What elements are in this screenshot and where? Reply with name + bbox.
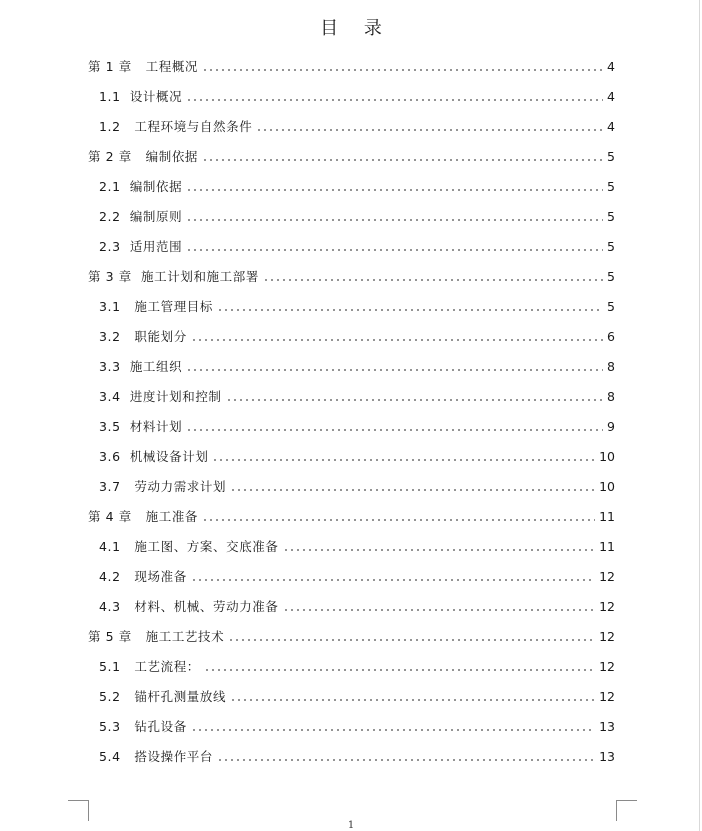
toc-entry-page: 12 — [599, 598, 615, 614]
toc-entry-label: 3.3 施工组织 — [99, 359, 183, 374]
toc-section-entry[interactable] — [88, 441, 615, 471]
toc-dot-leader — [191, 579, 595, 581]
toc-chapter-entry[interactable] — [88, 261, 615, 291]
toc-entry-page: 11 — [599, 508, 615, 524]
toc-section-entry[interactable] — [88, 651, 615, 681]
toc-section-entry[interactable] — [88, 381, 615, 411]
toc-chapter-entry[interactable] — [88, 141, 615, 171]
toc-entry-page: 4 — [607, 58, 615, 74]
toc-entry-label: 3.1 施工管理目标 — [99, 299, 213, 314]
toc-entry-label: 3.6 机械设备计划 — [99, 449, 209, 464]
toc-entry-label: 5.4 搭设操作平台 — [99, 749, 213, 764]
toc-entry-page: 12 — [599, 628, 615, 644]
toc-entry-label: 2.2 编制原则 — [99, 209, 183, 224]
toc-entry-label: 第 4 章 施工准备 — [88, 509, 199, 524]
toc-dot-leader — [283, 609, 596, 611]
toc-entry-page: 4 — [607, 88, 615, 104]
toc-entry-page: 10 — [599, 448, 615, 464]
toc-entry-page: 5 — [607, 178, 615, 194]
toc-entry-page: 5 — [607, 238, 615, 254]
toc-section-entry[interactable] — [88, 111, 615, 141]
toc-dot-leader — [186, 369, 603, 371]
toc-entry-label: 4.1 施工图、方案、交底准备 — [99, 539, 279, 554]
toc-chapter-entry[interactable] — [88, 621, 615, 651]
toc-entry-page: 12 — [599, 688, 615, 704]
toc-dot-leader — [202, 159, 603, 161]
toc-dot-leader — [256, 129, 603, 131]
toc-entry-label: 3.2 职能划分 — [99, 329, 187, 344]
toc-entry-page: 12 — [599, 658, 615, 674]
toc-dot-leader — [217, 309, 603, 311]
toc-dot-leader — [186, 429, 603, 431]
toc-section-entry[interactable] — [88, 81, 615, 111]
toc-entry-page: 10 — [599, 478, 615, 494]
toc-entry-page: 8 — [607, 358, 615, 374]
toc-section-entry[interactable] — [88, 561, 615, 591]
toc-chapter-entry[interactable] — [88, 501, 615, 531]
toc-dot-leader — [204, 669, 595, 671]
toc-entry-page: 4 — [607, 118, 615, 134]
toc-dot-leader — [230, 699, 595, 701]
toc-entry-label: 4.2 现场准备 — [99, 569, 187, 584]
toc-entry-label: 3.7 劳动力需求计划 — [99, 479, 227, 494]
toc-entry-page: 5 — [607, 268, 615, 284]
toc-dot-leader — [230, 489, 595, 491]
toc-chapter-entry[interactable] — [88, 51, 615, 81]
toc-entry-label: 2.3 适用范围 — [99, 239, 183, 254]
toc-section-entry[interactable] — [88, 681, 615, 711]
toc-dot-leader — [191, 339, 603, 341]
toc-entry-page: 12 — [599, 568, 615, 584]
toc-entry-label: 5.1 工艺流程： — [99, 659, 200, 674]
page-edge — [699, 0, 700, 831]
toc-section-entry[interactable] — [88, 201, 615, 231]
toc-section-entry[interactable] — [88, 591, 615, 621]
table-of-contents — [88, 51, 615, 771]
toc-dot-leader — [202, 519, 595, 521]
page-number: 1 — [347, 820, 355, 831]
toc-entry-page: 13 — [599, 718, 615, 734]
toc-dot-leader — [191, 729, 595, 731]
toc-section-entry[interactable] — [88, 231, 615, 261]
toc-section-entry[interactable] — [88, 321, 615, 351]
toc-section-entry[interactable] — [88, 351, 615, 381]
toc-dot-leader — [212, 459, 595, 461]
toc-entry-label: 4.3 材料、机械、劳动力准备 — [99, 599, 279, 614]
toc-section-entry[interactable] — [88, 741, 615, 771]
toc-section-entry[interactable] — [88, 291, 615, 321]
toc-entry-label: 第 3 章 施工计划和施工部署 — [88, 269, 259, 284]
toc-dot-leader — [186, 189, 603, 191]
toc-section-entry[interactable] — [88, 711, 615, 741]
toc-dot-leader — [226, 399, 603, 401]
toc-dot-leader — [217, 759, 595, 761]
toc-entry-label: 1.1 设计概况 — [99, 89, 183, 104]
toc-entry-label: 5.2 锚杆孔测量放线 — [99, 689, 227, 704]
toc-entry-label: 2.1 编制依据 — [99, 179, 183, 194]
toc-dot-leader — [186, 99, 603, 101]
toc-entry-page: 9 — [607, 418, 615, 434]
toc-entry-label: 第 5 章 施工工艺技术 — [88, 629, 225, 644]
toc-dot-leader — [228, 639, 595, 641]
toc-section-entry[interactable] — [88, 411, 615, 441]
toc-dot-leader — [202, 69, 603, 71]
toc-entry-page: 6 — [607, 328, 615, 344]
toc-entry-page: 13 — [599, 748, 615, 764]
toc-entry-page: 11 — [599, 538, 615, 554]
margin-corner-right — [616, 800, 637, 821]
toc-entry-page: 5 — [607, 298, 615, 314]
toc-section-entry[interactable] — [88, 171, 615, 201]
toc-dot-leader — [186, 249, 603, 251]
toc-entry-page: 5 — [607, 208, 615, 224]
toc-entry-label: 第 1 章 工程概况 — [88, 59, 199, 74]
toc-dot-leader — [263, 279, 603, 281]
toc-entry-label: 第 2 章 编制依据 — [88, 149, 199, 164]
margin-corner-left — [68, 800, 89, 821]
toc-dot-leader — [283, 549, 596, 551]
toc-entry-label: 3.4 进度计划和控制 — [99, 389, 222, 404]
toc-section-entry[interactable] — [88, 471, 615, 501]
toc-entry-label: 1.2 工程环境与自然条件 — [99, 119, 253, 134]
toc-title: 目 录 — [320, 18, 392, 39]
toc-entry-page: 8 — [607, 388, 615, 404]
toc-entry-label: 3.5 材料计划 — [99, 419, 183, 434]
toc-entry-label: 5.3 钻孔设备 — [99, 719, 187, 734]
toc-entry-page: 5 — [607, 148, 615, 164]
toc-section-entry[interactable] — [88, 531, 615, 561]
toc-dot-leader — [186, 219, 603, 221]
